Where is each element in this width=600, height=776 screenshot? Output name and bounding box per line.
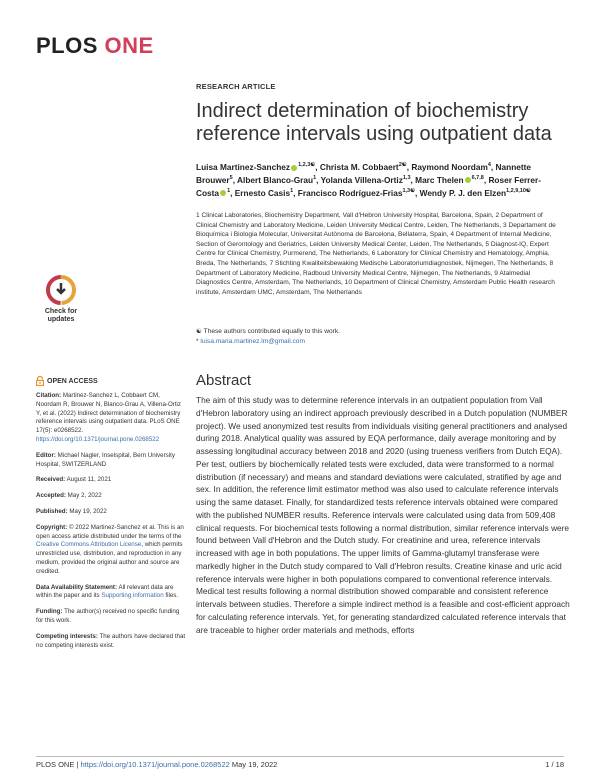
accepted-date: Accepted: May 2, 2022 xyxy=(36,492,102,500)
orcid-icon[interactable] xyxy=(291,165,297,171)
author-name: Nannette Brouwer xyxy=(196,161,532,185)
author-notes xyxy=(196,327,561,346)
author-name: Yolanda Villena-Ortiz xyxy=(320,174,403,185)
page-footer: PLOS ONE | https://doi.org/10.1371/journal.pone.0268522 May 19, 2022 xyxy=(36,760,278,769)
affiliation-marker: 1,2,9,10☯ xyxy=(506,187,531,194)
funding: Funding: The author(s) received no specific funding for this work. xyxy=(36,608,180,624)
received-date: Received: August 11, 2021 xyxy=(36,476,112,484)
article-type: RESEARCH ARTICLE xyxy=(196,82,276,91)
cc-license-link[interactable]: Creative Commons Attribution License xyxy=(36,541,142,549)
affiliations: 1 Clinical Laboratories, Biochemistry Department, Vall d'Hebron University Hospital, Barcelona, Spain, 2 Department of Clinical Chemistry and Laboratory Medicine, Leiden University Medical Centre, Leiden, The Netherlands, 3 Departament de Bioquímica i Biologia Molecular, Universitat Autònoma de Barcelona, Bellaterra, Spain, 4 Department of Internal Medicine, Section of Gerontology and Geriatrics, Leiden University Medical Center, Leiden, The Netherlands, 5 Diagnost-IQ, Expert Centre for Clinical Chemistry, Purmerend, The Netherlands, 6 Laboratory for Clinical Chemistry and Hematology, Amphia, Breda, The Netherlands, 7 Stichting Kwaliteitsbewaking Medische Laboratoriumdiagnostiek, Nijmegen, The Netherlands, 8 Department of Laboratory Medicine, Radboud University Medical Centre, Nijmegen, The Netherlands, 9 Atalmedial Diagnostics Centre, Amsterdam, The Netherlands, 10 Department of Clinical Chemistry, Amsterdam Public Health research institute, Amsterdam UMC, Amsterdam, The Netherlands xyxy=(196,212,556,296)
author-name: Marc Thelen xyxy=(415,174,464,185)
footer-doi-link[interactable]: https://doi.org/10.1371/journal.pone.0268522 xyxy=(80,760,230,769)
author-list: Luisa Martinez-Sanchez $^{1,2,3☯}$, Christa M. Cobbaert$^{2☯}$, Raymond Noordam$^4$, Nannette Brouwer$^5$, Albert Blanco-Grau$^1$, Yolanda Villena-Ortiz$^{1,3}$, Marc Thelen $^{6,7,8}$, Roser Ferrer-Costa $^1$, Ernesto Casis$^1$, Francisco Rodríguez-Frias$^{1,3☯}$, Wendy P. J. den Elzen$^{1,2,9,10☯}$ xyxy=(196,161,542,198)
author-name: Raymond Noordam xyxy=(411,161,488,172)
author-name: Albert Blanco-Grau xyxy=(237,174,314,185)
check-for-updates-badge[interactable]: Check for updates xyxy=(37,274,87,324)
author-name: Luisa Martinez-Sanchez xyxy=(196,161,291,172)
author-name: Wendy P. J. den Elzen xyxy=(419,187,507,198)
citation-doi-link[interactable]: https://doi.org/10.1371/journal.pone.0268522 xyxy=(36,435,160,443)
author-name: Christa M. Cobbaert xyxy=(319,161,399,172)
affiliation-marker: 1 xyxy=(290,187,294,194)
data-availability: Data Availability Statement: All relevant data are within the paper and its Supporting information files. xyxy=(36,583,179,600)
abstract-heading: Abstract xyxy=(196,372,252,389)
footer-divider xyxy=(36,756,564,757)
competing-interests: Competing interests: The authors have declared that no competing interests exist. xyxy=(36,632,186,649)
published-date: Published: May 19, 2022 xyxy=(36,507,107,515)
copyright: Copyright: © 2022 Martinez-Sanchez et al. This is an open access article distributed under the terms of the Creative Commons Attribution License, which permits unrestricted use, distribution, and reproduction in any medium, provided the original author and source are credited. xyxy=(36,523,184,575)
orcid-icon[interactable] xyxy=(465,177,471,183)
affiliation-marker: 4 xyxy=(487,162,491,168)
supporting-information-link[interactable]: Supporting information xyxy=(101,592,164,600)
author-name: Francisco Rodríguez-Frias xyxy=(297,187,403,198)
email-link[interactable]: luisa.maria.martinez.lm@gmail.com xyxy=(200,337,305,345)
abstract-body: The aim of this study was to determine reference intervals in an outpatient population from Vall d'Hebron laboratory using an indirect approach previously described in a Dutch population (NUMBER project). We used anonymized test results from individuals visiting general practitioners and analysed during 2018. Analytical quality was assured by EQA performance, daily average monitoring and by assessing longitudinal accuracy between 2018 and 2020 (using trueness verifiers from Dutch EQA). Per test, outliers by biochemically related tests were excluded, data were transformed to a normal distribution (if necessary) and means and standard deviations were calculated, stratified by age and sex. In addition, the reference limit estimator method was also used to calculate reference intervals using the same dataset. Finally, for standardized tests reference intervals obtained were compared with the published NUMBER results. Reference intervals were calculated using data from 509,408 clinical requests. For biochemical tests following a normal distribution, similar reference intervals were found between Vall d'Hebron and the Dutch study. For creatinine and urea, reference intervals increased with age in both populations. The upper limits of Gamma-glutamyl transferase were markedly higher in the Dutch study compared to Vall d'Hebron results. Creatine kinase and uric acid reference intervals were higher in both populations compared to conventional reference intervals. Medical test results following a normal distribution showed comparable and consistent reference intervals between studies. Therefore a simple indirect method is a feasible and cost-efficient approach for calculating reference intervals. Yet, for generating standardized calculated reference intervals that are traceable to higher order materials and methods, efforts xyxy=(196,395,570,635)
equal-contribution-note: ☯ These authors contributed equally to this work. xyxy=(196,328,340,335)
open-access-label: OPEN ACCESS xyxy=(36,376,98,386)
author-name: Roser Ferrer-Costa xyxy=(196,174,542,198)
affiliation-marker: 1,2,3☯ xyxy=(298,162,316,168)
open-lock-icon xyxy=(36,376,44,386)
article-title: Indirect determination of biochemistry reference intervals using outpatient data xyxy=(196,100,552,145)
citation: Citation: Martinez-Sanchez L, Cobbaert CM, Noordam R, Brouwer N, Blanco-Grau A, Villena-Ortiz Y, et al. (2022) Indirect determination of biochemistry reference intervals using outpatient data. PLoS ONE 17(5): e0268522. https://doi.org/10.1371/journal.pone.0268522 xyxy=(36,392,182,443)
orcid-icon[interactable] xyxy=(220,190,226,196)
affiliation-marker: 1,3☯ xyxy=(402,187,416,194)
affiliation-marker: 1 xyxy=(227,187,231,194)
affiliation-marker: 5 xyxy=(229,174,233,181)
affiliation-marker: 2☯ xyxy=(398,162,407,168)
author-name: Ernesto Casis xyxy=(234,187,291,198)
affiliation-marker: 1,3 xyxy=(402,174,411,181)
plos-one-logo: PLOS ONE xyxy=(36,33,154,58)
article-metadata-sidebar xyxy=(36,392,186,657)
affiliation-marker: 1 xyxy=(313,174,317,181)
check-for-updates-icon xyxy=(45,274,77,306)
editor: Editor: Michael Nagler, Inselspital, Bern University Hospital, SWITZERLAND xyxy=(36,451,175,468)
page-number: 1 / 18 xyxy=(545,760,564,769)
affiliation-marker: 6,7,8 xyxy=(471,174,484,181)
corresponding-email: * luisa.maria.martinez.lm@gmail.com xyxy=(196,337,305,345)
